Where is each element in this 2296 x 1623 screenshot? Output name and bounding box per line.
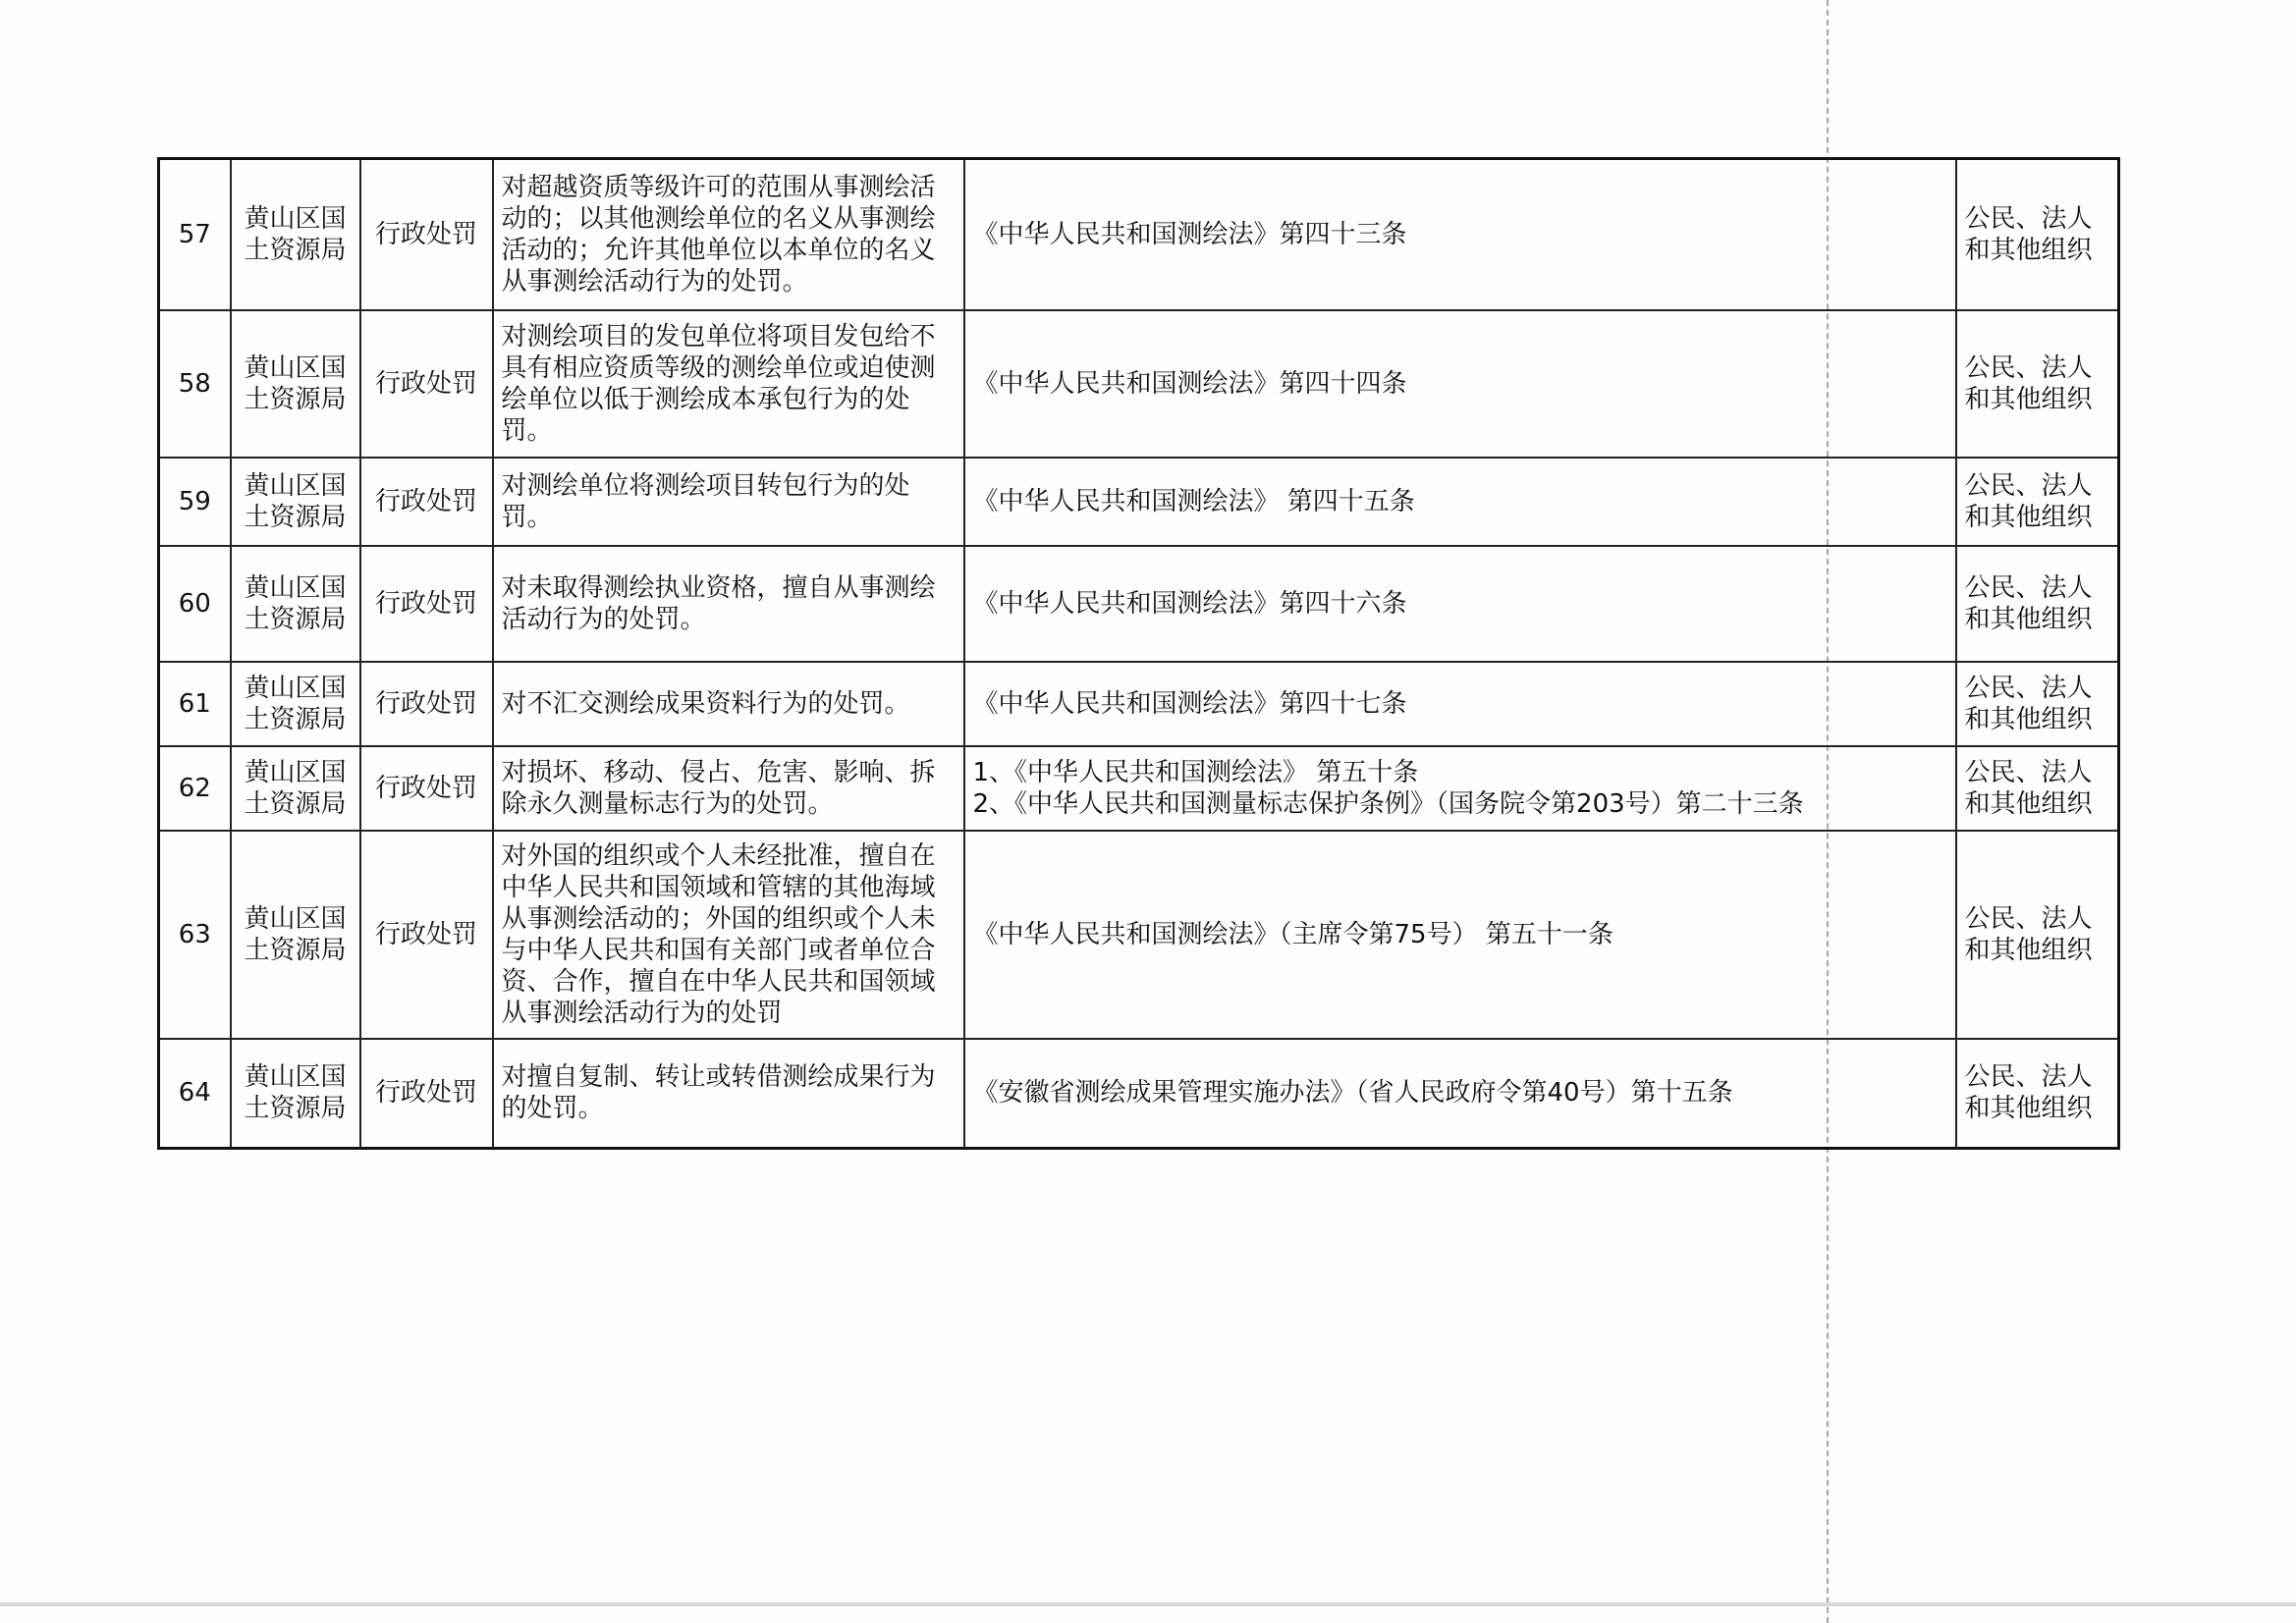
legal-basis-cell [964,746,1956,831]
penalty-type-cell: 行政处罚 [360,831,493,1039]
subject-cell: 公民、法人和其他组织 [1956,831,2119,1039]
subject-cell: 公民、法人和其他组织 [1956,662,2119,746]
row-number: 63 [159,831,231,1039]
row-number: 61 [159,662,231,746]
subject-cell: 公民、法人和其他组织 [1956,159,2119,310]
legal-basis-line: 《安徽省测绘成果管理实施办法》（省人民政府令第40号）第十五条 [972,1078,1733,1109]
legal-basis-line: 《中华人民共和国测绘法》（主席令第75号） 第五十一条 [972,919,1613,949]
legal-basis-cell [964,662,1956,746]
penalty-type-cell: 行政处罚 [360,159,493,310]
table-row [159,746,2119,831]
row-number: 57 [159,159,231,310]
description-cell: 对不汇交测绘成果资料行为的处罚。 [493,662,964,746]
penalty-type-cell: 行政处罚 [360,1039,493,1149]
department-cell: 黄山区国土资源局 [231,831,360,1039]
description-cell: 对未取得测绘执业资格，擅自从事测绘活动行为的处罚。 [493,546,964,662]
legal-basis-line: 《中华人民共和国测绘法》第四十四条 [972,368,1407,399]
description-cell: 对测绘项目的发包单位将项目发包给不具有相应资质等级的测绘单位或迫使测绘单位以低于测绘成本承包行为的处罚。 [493,310,964,458]
description-cell: 对擅自复制、转让或转借测绘成果行为的处罚。 [493,1039,964,1149]
subject-cell: 公民、法人和其他组织 [1956,546,2119,662]
subject-cell: 公民、法人和其他组织 [1956,1039,2119,1149]
legal-basis-line: 2、《中华人民共和国测量标志保护条例》（国务院令第203号）第二十三条 [972,788,1804,819]
table-row [159,662,2119,746]
legal-basis-cell [964,159,1956,310]
penalty-type-cell: 行政处罚 [360,546,493,662]
department-cell: 黄山区国土资源局 [231,1039,360,1149]
table-row [159,1039,2119,1149]
row-number: 60 [159,546,231,662]
table-row [159,458,2119,546]
penalty-table [157,157,2120,1150]
description-cell: 对损坏、移动、侵占、危害、影响、拆除永久测量标志行为的处罚。 [493,746,964,831]
row-number: 58 [159,310,231,458]
department-cell: 黄山区国土资源局 [231,310,360,458]
department-cell: 黄山区国土资源局 [231,662,360,746]
row-number: 59 [159,458,231,546]
penalty-type-cell: 行政处罚 [360,458,493,546]
subject-cell: 公民、法人和其他组织 [1956,746,2119,831]
legal-basis-line: 1、《中华人民共和国测绘法》 第五十条 [972,757,1419,787]
legal-basis-cell [964,831,1956,1039]
penalty-type-cell: 行政处罚 [360,662,493,746]
description-cell: 对外国的组织或个人未经批准，擅自在中华人民共和国领域和管辖的其他海域从事测绘活动的；外国的组织或个人未与中华人民共和国有关部门或者单位合资、合作，擅自在中华人民共和国领域从事测绘活动行为的处罚 [493,831,964,1039]
legal-basis-cell [964,458,1956,546]
legal-basis-line: 《中华人民共和国测绘法》第四十三条 [972,219,1407,249]
table-row [159,310,2119,458]
legal-basis-line: 《中华人民共和国测绘法》 第四十五条 [972,486,1415,516]
subject-cell: 公民、法人和其他组织 [1956,458,2119,546]
subject-cell: 公民、法人和其他组织 [1956,310,2119,458]
description-cell: 对超越资质等级许可的范围从事测绘活动的；以其他测绘单位的名义从事测绘活动的；允许其他单位以本单位的名义从事测绘活动行为的处罚。 [493,159,964,310]
department-cell: 黄山区国土资源局 [231,458,360,546]
department-cell: 黄山区国土资源局 [231,546,360,662]
scan-edge [0,1602,2296,1606]
table-row [159,546,2119,662]
table-row [159,159,2119,310]
row-number: 62 [159,746,231,831]
legal-basis-line: 《中华人民共和国测绘法》第四十七条 [972,688,1407,719]
penalty-type-cell: 行政处罚 [360,746,493,831]
legal-basis-cell [964,310,1956,458]
row-number: 64 [159,1039,231,1149]
legal-basis-cell [964,1039,1956,1149]
legal-basis-line: 《中华人民共和国测绘法》第四十六条 [972,588,1407,619]
department-cell: 黄山区国土资源局 [231,159,360,310]
table-row [159,831,2119,1039]
department-cell: 黄山区国土资源局 [231,746,360,831]
penalty-type-cell: 行政处罚 [360,310,493,458]
legal-basis-cell [964,546,1956,662]
description-cell: 对测绘单位将测绘项目转包行为的处罚。 [493,458,964,546]
